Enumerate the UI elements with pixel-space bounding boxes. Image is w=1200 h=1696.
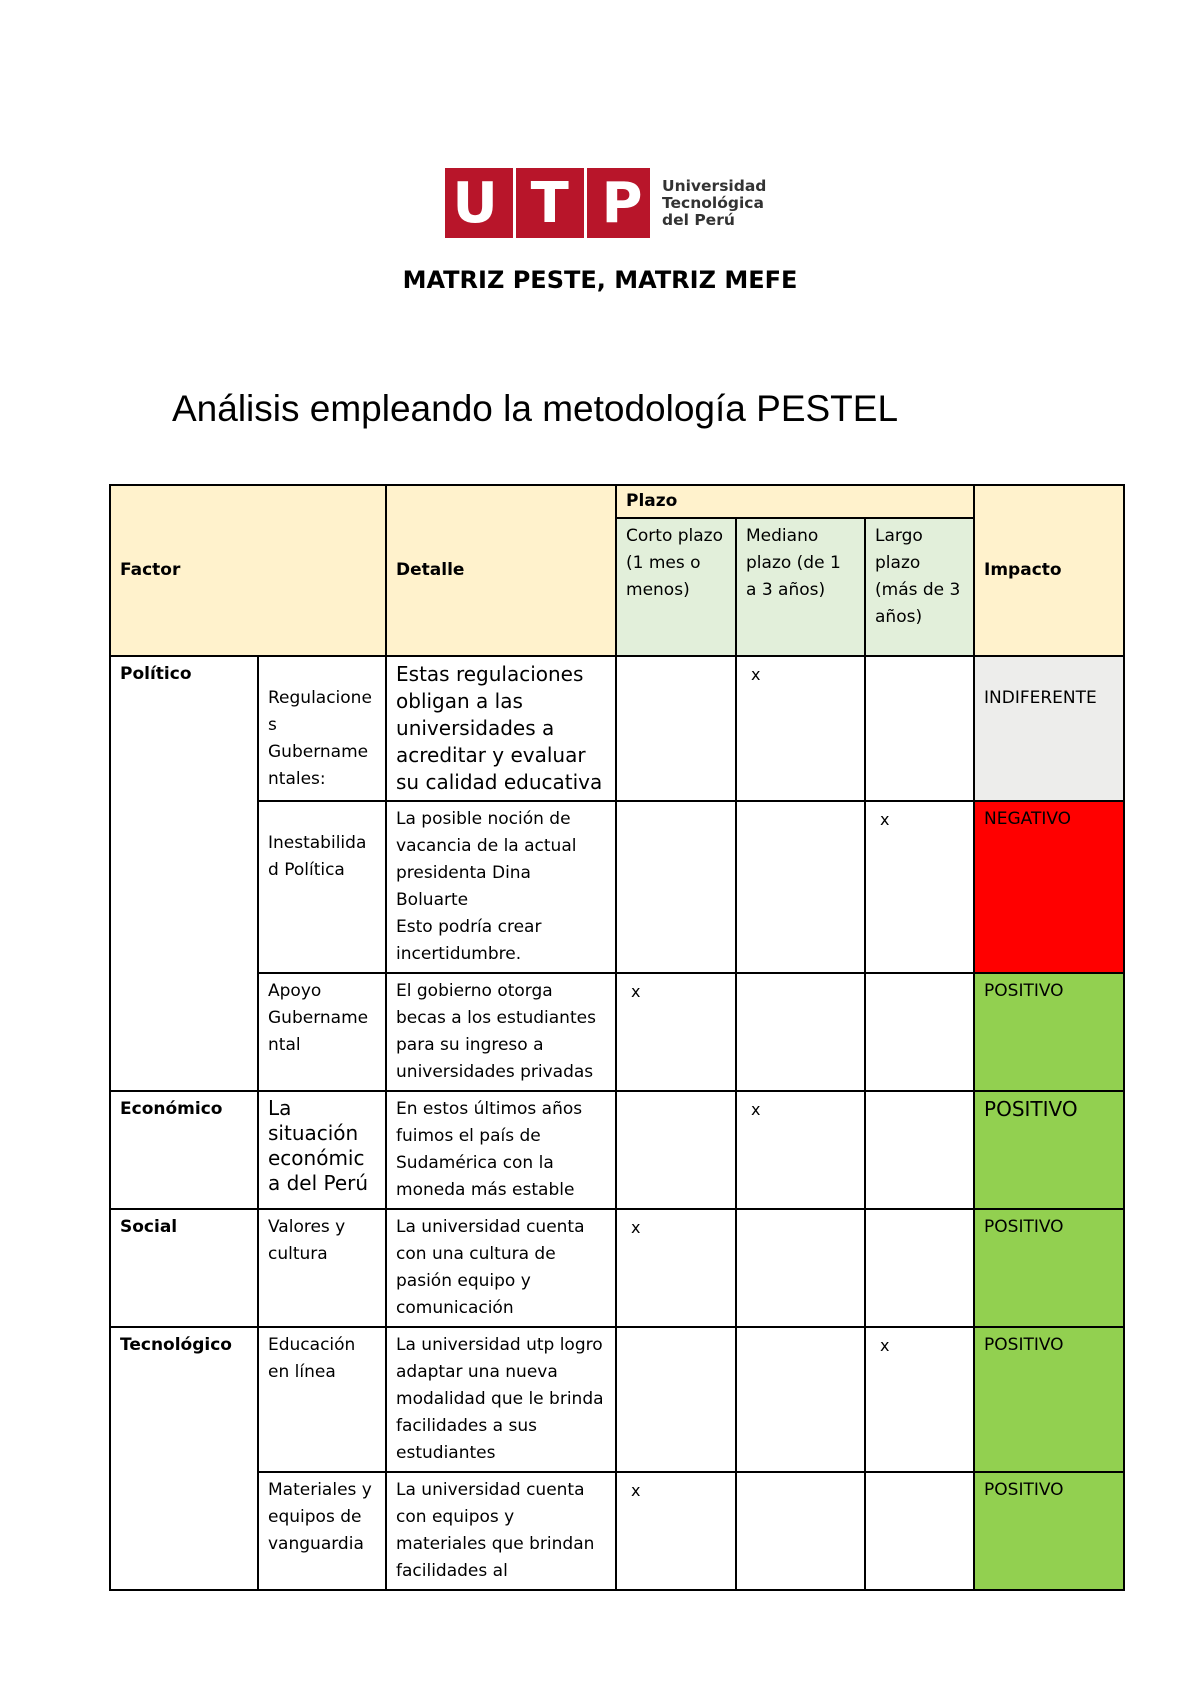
logo-name-line-1: Universidad [662,176,767,195]
detalle-cell: La universidad cuenta con una cultura de pasión equipo y comunicación [386,1209,616,1327]
pestel-table [109,484,1125,1591]
detalle-cell: La universidad utp logro adaptar una nueva modalidad que le brinda facilidades a sus estudiantes [386,1327,616,1472]
logo-separator [584,168,587,238]
mediano-mark [736,1472,865,1590]
corto-mark [616,1327,736,1472]
utp-logo [445,168,766,238]
mediano-mark: x [736,1091,865,1209]
corto-mark [616,656,736,801]
mediano-mark [736,1327,865,1472]
table-row [110,656,1124,801]
largo-mark [865,656,974,801]
impacto-cell: POSITIVO [974,973,1124,1091]
largo-mark: x [865,801,974,973]
detalle-cell: En estos últimos años fuimos el país de Sudamérica con la moneda más estable [386,1091,616,1209]
table-row [110,801,1124,973]
detalle-cell: El gobierno otorga becas a los estudiantes para su ingreso a universidades privadas [386,973,616,1091]
impacto-cell: POSITIVO [974,1091,1124,1209]
largo-mark [865,973,974,1091]
impacto-cell: NEGATIVO [974,801,1124,973]
largo-mark [865,1209,974,1327]
header-impacto: Impacto [974,485,1124,656]
subfactor-cell: Regulaciones Gubernamentales: [258,656,386,801]
table-row [110,1472,1124,1590]
mediano-mark [736,973,865,1091]
factor-cell: Político [110,656,258,1091]
subfactor-cell: Materiales y equipos de vanguardia [258,1472,386,1590]
detalle-cell [386,801,616,973]
impacto-cell: INDIFERENTE [974,656,1124,801]
detalle-line: Esto podría crear incertidumbre. [396,917,542,964]
header-mediano-plazo: Mediano plazo (de 1 a 3 años) [736,518,865,656]
mediano-mark [736,1209,865,1327]
subfactor-cell: Apoyo Gubernamental [258,973,386,1091]
impacto-cell: POSITIVO [974,1472,1124,1590]
detalle-line: La posible noción de vacancia de la actual presidenta Dina Boluarte [396,809,577,910]
corto-mark: x [616,1209,736,1327]
largo-mark [865,1472,974,1590]
subfactor-cell: Valores y cultura [258,1209,386,1327]
factor-cell: Social [110,1209,258,1327]
logo-university-name [662,178,766,229]
largo-mark: x [865,1327,974,1472]
header-detalle: Detalle [386,485,616,656]
mediano-mark: x [736,656,865,801]
subfactor-cell: La situación económica del Perú [258,1091,386,1209]
document-subtitle: Análisis empleando la metodología PESTEL [172,388,899,429]
largo-mark [865,1091,974,1209]
table-row [110,1327,1124,1472]
table-row [110,1209,1124,1327]
logo-letter-t: T [530,170,569,236]
mediano-mark [736,801,865,973]
impacto-cell: POSITIVO [974,1209,1124,1327]
corto-mark [616,1091,736,1209]
utp-logo-mark [445,168,650,238]
corto-mark: x [616,973,736,1091]
table-row [110,973,1124,1091]
header-corto-plazo: Corto plazo (1 mes o menos) [616,518,736,656]
subfactor-cell: Educación en línea [258,1327,386,1472]
header-plazo: Plazo [616,485,974,518]
table-row [110,1091,1124,1209]
document-title: MATRIZ PESTE, MATRIZ MEFE [402,266,798,294]
corto-mark: x [616,1472,736,1590]
logo-letter-u: U [452,170,498,236]
subfactor-cell: Inestabilidad Política [258,801,386,973]
factor-cell: Tecnológico [110,1327,258,1590]
impacto-cell: POSITIVO [974,1327,1124,1472]
logo-name-line-2: Tecnológica [662,193,764,212]
factor-cell: Económico [110,1091,258,1209]
header-factor: Factor [110,485,386,656]
corto-mark [616,801,736,973]
logo-separator [513,168,516,238]
detalle-cell: La universidad cuenta con equipos y materiales que brindan facilidades al [386,1472,616,1590]
header-largo-plazo: Largo plazo (más de 3 años) [865,518,974,656]
logo-letter-p: P [601,170,643,236]
logo-name-line-3: del Perú [662,210,735,229]
detalle-cell: Estas regulaciones obligan a las universidades a acreditar y evaluar su calidad educativa [386,656,616,801]
